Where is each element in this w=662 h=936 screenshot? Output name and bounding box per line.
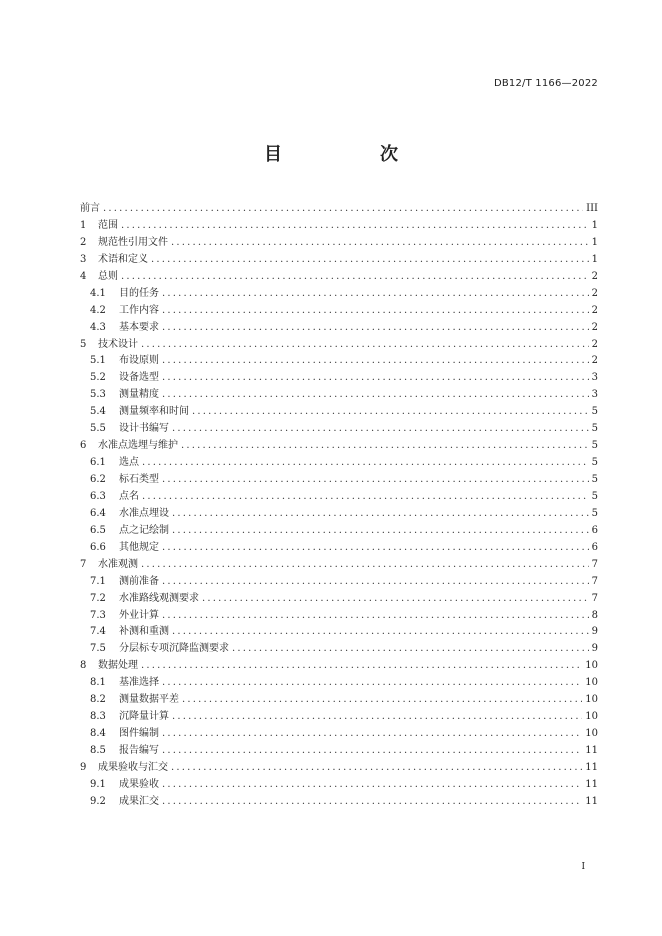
- toc-entry-number: 7: [80, 558, 87, 570]
- toc-entry-page: 11: [585, 761, 598, 773]
- toc-entry[interactable]: [80, 216, 598, 233]
- toc-entry[interactable]: [80, 741, 598, 758]
- toc-entry-page: 5: [591, 457, 598, 469]
- toc-entry[interactable]: [80, 639, 598, 656]
- toc-entry-title: 成果验收与汇交: [98, 761, 168, 773]
- toc-dot-leader: [162, 677, 582, 688]
- toc-entry-number: 2: [80, 236, 87, 248]
- toc-entry[interactable]: [80, 690, 598, 707]
- toc-entry-title: 沉降量计算: [119, 711, 169, 723]
- toc-entry-number: 4.1: [90, 287, 106, 299]
- toc-entry-title: 基本要求: [119, 321, 159, 333]
- document-code: DB12/T 1166—2022: [493, 78, 598, 89]
- toc-entry[interactable]: [80, 453, 598, 470]
- toc-entry-number: 9.1: [90, 778, 106, 790]
- toc-entry-title: 前言: [80, 203, 100, 214]
- toc-entry[interactable]: [80, 385, 598, 402]
- toc-entry-number: 7.4: [90, 626, 106, 638]
- toc-entry-number: 5: [80, 338, 87, 350]
- toc-dot-leader: [142, 457, 589, 468]
- toc-dot-leader: [162, 779, 582, 790]
- table-of-contents: [80, 199, 598, 809]
- toc-entry-number: 5.3: [90, 389, 106, 401]
- toc-dot-leader: [182, 694, 582, 705]
- toc-entry-number: 9.2: [90, 795, 106, 807]
- toc-entry-page: 1: [591, 219, 598, 231]
- toc-entry-number: 8.1: [90, 677, 106, 689]
- toc-entry-page: 10: [585, 728, 598, 740]
- toc-entry-title: 基准选择: [119, 677, 159, 689]
- toc-entry-number: 6.4: [90, 507, 106, 519]
- toc-entry-number: 4: [80, 270, 87, 282]
- toc-entry-page: 7: [591, 558, 598, 570]
- toc-dot-leader: [141, 559, 589, 570]
- toc-entry-number: 6.2: [90, 474, 106, 485]
- toc-entry-number: 7.2: [90, 592, 106, 604]
- toc-entry-number: 8.2: [90, 694, 106, 706]
- toc-entry[interactable]: [80, 335, 598, 352]
- toc-entry-title: 水准观测: [98, 558, 138, 570]
- toc-entry[interactable]: [80, 673, 598, 690]
- toc-entry-number: 9: [80, 761, 87, 773]
- toc-entry[interactable]: [80, 351, 598, 368]
- toc-entry[interactable]: [80, 284, 598, 301]
- toc-entry-number: 8.3: [90, 711, 106, 723]
- toc-entry-page: 7: [591, 575, 598, 587]
- toc-dot-leader: [162, 389, 589, 400]
- toc-entry-title: 数据处理: [98, 660, 138, 672]
- toc-entry-number: 1: [80, 219, 87, 231]
- toc-entry[interactable]: [80, 250, 598, 267]
- toc-entry-title: 范围: [98, 219, 118, 231]
- toc-entry-title: 图件编制: [119, 728, 159, 740]
- toc-dot-leader: [172, 711, 582, 722]
- toc-entry-title: 水准点选埋与维护: [98, 440, 178, 452]
- toc-entry[interactable]: [80, 487, 598, 504]
- toc-entry-title: 其他规定: [119, 541, 159, 553]
- toc-dot-leader: [162, 474, 589, 485]
- toc-entry-page: 7: [591, 592, 598, 604]
- toc-dot-leader: [181, 440, 589, 451]
- toc-entry-page: 2: [591, 270, 598, 282]
- toc-entry-page: 10: [585, 660, 598, 672]
- toc-entry-number: 6.3: [90, 490, 106, 502]
- toc-dot-leader: [162, 576, 589, 587]
- toc-entry-page: 5: [591, 423, 598, 435]
- toc-entry-number: 6.5: [90, 524, 106, 536]
- toc-dot-leader: [162, 745, 582, 756]
- toc-entry-page: 5: [591, 474, 598, 485]
- toc-entry-number: 4.2: [90, 304, 106, 316]
- toc-entry-page: 1: [591, 236, 598, 248]
- toc-entry-page: 2: [591, 304, 598, 316]
- toc-dot-leader: [192, 406, 589, 417]
- toc-entry-number: 5.1: [90, 355, 106, 367]
- toc-entry-number: 8.4: [90, 728, 106, 740]
- toc-entry-title: 设计书编写: [119, 423, 169, 435]
- toc-entry-title: 布设原则: [119, 355, 159, 367]
- toc-dot-leader: [162, 288, 589, 299]
- page-title: 目 次: [264, 144, 438, 165]
- toc-entry[interactable]: [80, 521, 598, 538]
- toc-entry-title: 总则: [98, 270, 118, 282]
- toc-entry-title: 分层标专项沉降监测要求: [119, 643, 229, 655]
- toc-dot-leader: [141, 660, 582, 671]
- toc-dot-leader: [121, 271, 589, 282]
- toc-entry-number: 4.3: [90, 321, 106, 333]
- toc-entry-title: 成果验收: [119, 778, 159, 790]
- toc-entry[interactable]: [80, 470, 598, 487]
- toc-entry[interactable]: [80, 368, 598, 385]
- toc-entry-title: 测量频率和时间: [119, 406, 189, 418]
- toc-dot-leader: [162, 542, 589, 553]
- toc-dot-leader: [162, 322, 589, 333]
- toc-entry-page: 6: [591, 524, 598, 536]
- toc-entry-number: 5.4: [90, 406, 106, 418]
- toc-dot-leader: [151, 254, 589, 265]
- toc-entry-page: 2: [591, 287, 598, 299]
- toc-dot-leader: [172, 626, 589, 637]
- toc-entry-number: 8.5: [90, 745, 106, 756]
- toc-entry-page: 11: [585, 795, 598, 807]
- toc-entry-title: 标石类型: [119, 474, 159, 485]
- toc-entry-title: 点之记绘制: [119, 524, 169, 536]
- toc-entry-title: 术语和定义: [98, 253, 148, 265]
- toc-entry[interactable]: [80, 504, 598, 521]
- toc-dot-leader: [162, 305, 589, 316]
- toc-entry-number: 7.5: [90, 643, 106, 655]
- toc-entry-title: 测前准备: [119, 575, 159, 587]
- toc-entry-number: 5.2: [90, 372, 106, 384]
- toc-entry-page: 9: [591, 626, 598, 638]
- toc-entry-page: 10: [585, 711, 598, 723]
- toc-entry-page: 2: [591, 338, 598, 350]
- toc-dot-leader: [202, 593, 589, 604]
- toc-entry[interactable]: [80, 301, 598, 318]
- toc-entry-number: 6.1: [90, 457, 106, 469]
- toc-entry-number: 8: [80, 660, 87, 672]
- toc-dot-leader: [171, 762, 582, 773]
- toc-entry[interactable]: [80, 233, 598, 250]
- toc-entry-number: 7.3: [90, 609, 106, 621]
- toc-entry-number: 6.6: [90, 541, 106, 553]
- toc-entry-page: 8: [591, 609, 598, 621]
- toc-entry[interactable]: [80, 538, 598, 555]
- toc-entry-page: 5: [591, 490, 598, 502]
- toc-entry-title: 设备选型: [119, 372, 159, 384]
- toc-entry-page: 2: [591, 355, 598, 367]
- toc-entry-page: 10: [585, 694, 598, 706]
- toc-entry-title: 目的任务: [119, 287, 159, 299]
- toc-entry-page: 11: [585, 745, 598, 756]
- toc-entry[interactable]: [80, 775, 598, 792]
- toc-entry[interactable]: [80, 555, 598, 572]
- toc-entry-title: 水准路线观测要求: [119, 592, 199, 604]
- toc-entry-page: 10: [585, 677, 598, 689]
- toc-entry-title: 成果汇交: [119, 795, 159, 807]
- toc-entry-page: 3: [591, 372, 598, 384]
- toc-entry-title: 工作内容: [119, 304, 159, 316]
- toc-entry-title: 水准点埋设: [119, 507, 169, 519]
- toc-dot-leader: [162, 355, 589, 366]
- toc-entry-page: 1: [591, 253, 598, 265]
- toc-dot-leader: [142, 491, 589, 502]
- toc-entry-title: 补测和重测: [119, 626, 169, 638]
- toc-entry[interactable]: [80, 436, 598, 453]
- toc-dot-leader: [162, 610, 589, 621]
- toc-entry[interactable]: [80, 758, 598, 775]
- toc-entry-title: 测量数据平差: [119, 694, 179, 706]
- toc-entry[interactable]: [80, 572, 598, 589]
- toc-entry-title: 规范性引用文件: [98, 236, 168, 248]
- toc-entry[interactable]: [80, 589, 598, 606]
- toc-entry[interactable]: [80, 402, 598, 419]
- toc-entry-page: III: [586, 203, 598, 214]
- toc-entry[interactable]: [80, 419, 598, 436]
- toc-entry-page: 9: [591, 643, 598, 655]
- toc-dot-leader: [172, 508, 589, 519]
- toc-entry-page: 6: [591, 541, 598, 553]
- toc-entry[interactable]: [80, 724, 598, 741]
- toc-entry-page: 3: [591, 389, 598, 401]
- toc-entry-page: 5: [591, 440, 598, 452]
- page-number: I: [581, 862, 585, 872]
- toc-entry-page: 11: [585, 778, 598, 790]
- toc-dot-leader: [162, 796, 582, 807]
- toc-entry[interactable]: [80, 622, 598, 639]
- toc-dot-leader: [171, 237, 589, 248]
- toc-dot-leader: [172, 525, 589, 536]
- toc-entry[interactable]: [80, 792, 598, 809]
- toc-entry-number: 6: [80, 440, 87, 452]
- toc-dot-leader: [103, 203, 583, 214]
- toc-entry-number: 7.1: [90, 575, 106, 587]
- toc-entry-title: 技术设计: [98, 338, 138, 350]
- toc-entry-title: 点名: [119, 490, 139, 502]
- toc-entry-number: 3: [80, 253, 87, 265]
- toc-entry[interactable]: [80, 656, 598, 673]
- toc-entry-page: 2: [591, 321, 598, 333]
- toc-entry-title: 外业计算: [119, 609, 159, 621]
- toc-dot-leader: [162, 372, 589, 383]
- toc-entry[interactable]: [80, 707, 598, 724]
- toc-entry-page: 5: [591, 406, 598, 418]
- toc-entry-title: 选点: [119, 457, 139, 469]
- toc-dot-leader: [172, 423, 589, 434]
- toc-entry[interactable]: [80, 318, 598, 335]
- toc-entry-title: 测量精度: [119, 389, 159, 401]
- toc-dot-leader: [121, 220, 589, 231]
- toc-entry-title: 报告编写: [119, 745, 159, 756]
- toc-dot-leader: [162, 728, 582, 739]
- toc-entry-page: 5: [591, 507, 598, 519]
- toc-dot-leader: [232, 643, 589, 654]
- toc-dot-leader: [141, 339, 589, 350]
- toc-entry[interactable]: [80, 267, 598, 284]
- toc-entry-number: 5.5: [90, 423, 106, 435]
- toc-entry[interactable]: [80, 606, 598, 623]
- toc-entry[interactable]: [80, 199, 598, 216]
